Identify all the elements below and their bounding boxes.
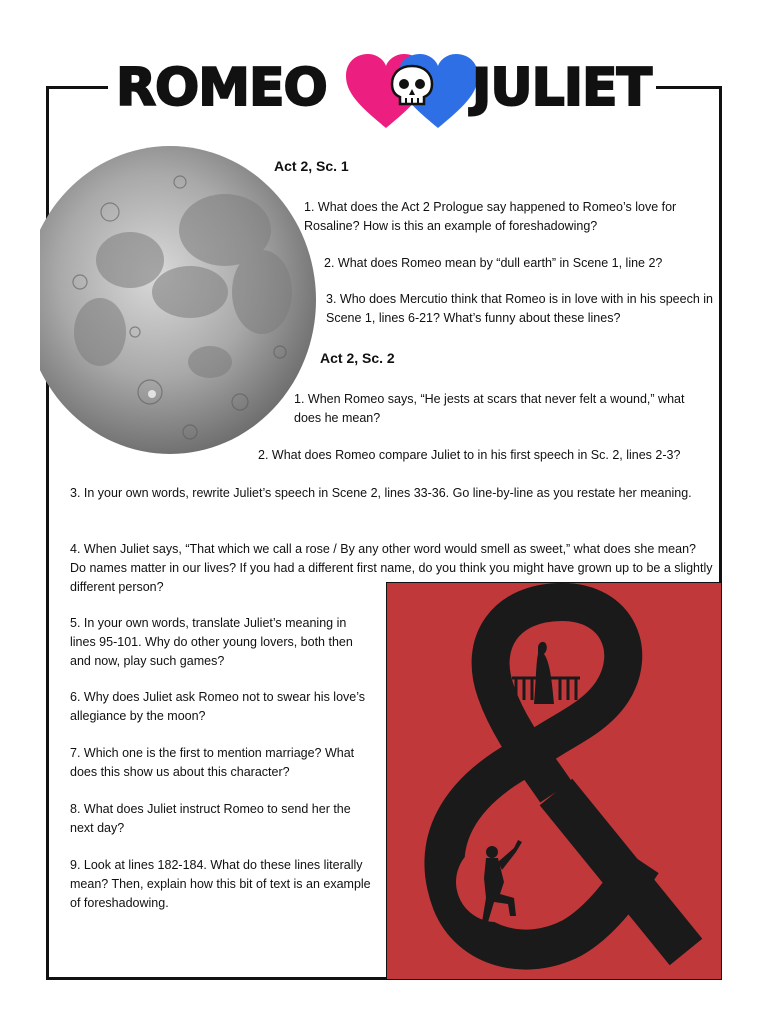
ampersand-poster-image	[386, 582, 722, 980]
title-juliet: JULIET	[472, 58, 652, 118]
title-romeo: ROMEO	[116, 58, 327, 118]
question-sc1-3: 3. Who does Mercutio think that Romeo is in love with in his speech in Scene 1, lines 6-21? What’s funny about these lines?	[326, 292, 713, 325]
question-sc2-6: 6. Why does Juliet ask Romeo not to swear his love’s allegiance by the moon?	[70, 690, 366, 723]
question-sc2-2: 2. What does Romeo compare Juliet to in his first speech in Sc. 2, lines 2-3?	[258, 448, 681, 462]
question-sc2-8: 8. What does Juliet instruct Romeo to send her the next day?	[70, 802, 351, 835]
question-sc1-2: 2. What does Romeo mean by “dull earth” in Scene 1, line 2?	[324, 256, 663, 270]
question-sc2-7: 7. Which one is the first to mention marriage? What does this show us about this character?	[70, 746, 355, 779]
section-heading-act2-sc2: Act 2, Sc. 2	[320, 350, 395, 366]
question-sc2-5: 5. In your own words, translate Juliet’s meaning in lines 95-101. Why do other young lovers, both then and now, play such games?	[70, 616, 353, 668]
question-sc2-4: 4. When Juliet says, “That which we call a rose / By any other word would smell as sweet,” what does she mean? Do names matter in our lives? If you had a different first name, do you think you might have grown up to be a slightly different person?	[70, 542, 713, 594]
question-sc2-9: 9. Look at lines 182-184. What do these lines literally mean? Then, explain how this bit of text is an example of foreshadowing.	[70, 858, 371, 910]
question-sc2-3: 3. In your own words, rewrite Juliet’s speech in Scene 2, lines 33-36. Go line-by-line as you restate her meaning.	[70, 486, 692, 500]
hearts-skull-logo	[342, 52, 482, 132]
title-banner	[108, 50, 656, 134]
moon-image	[40, 142, 316, 458]
section-heading-act2-sc1: Act 2, Sc. 1	[274, 158, 349, 174]
question-sc1-1: 1. What does the Act 2 Prologue say happened to Romeo’s love for Rosaline? How is this an example of foreshadowing?	[304, 200, 677, 233]
question-sc2-1: 1. When Romeo says, “He jests at scars that never felt a wound,” what does he mean?	[294, 392, 685, 425]
